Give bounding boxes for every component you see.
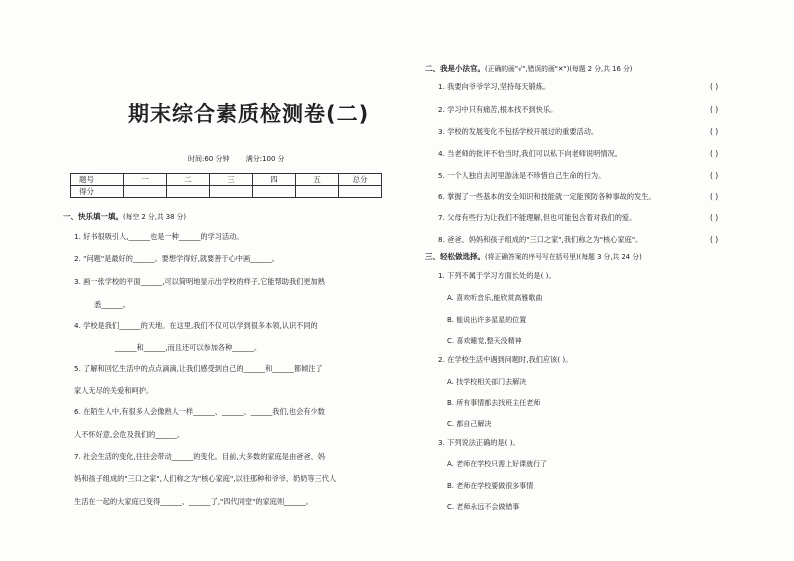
- score-cell: 四: [253, 174, 296, 186]
- fill-line: 妈和孩子组成的"三口之家",人们称之为"核心家庭",以往那种和爷爷、奶奶等三代人: [74, 474, 337, 483]
- score-cell: 三: [210, 174, 253, 186]
- score-cell: 二: [167, 174, 210, 186]
- score-cell: 五: [296, 174, 339, 186]
- judge-item: 7. 父母有些行为让我们不能理解,但也可能包含着对我们的爱。: [438, 213, 637, 222]
- choice-option[interactable]: A. 喜欢听音乐,能欣赏高雅歌曲: [447, 294, 543, 302]
- section-1-heading: [63, 211, 186, 222]
- answer-paren[interactable]: ( ): [710, 171, 719, 180]
- judge-item: 1. 我要向爷爷学习,坚持每天锻炼。: [438, 82, 551, 91]
- section-title: 二、我是小法官。: [425, 64, 485, 73]
- fill-line: 3. 画一张学校的平面______,可以简明地显示出学校的样子,它能帮助我们更加熟: [74, 277, 325, 286]
- answer-paren[interactable]: ( ): [710, 127, 719, 136]
- section-title: 一、快乐填一填。: [63, 212, 123, 221]
- exam-time: 时间:60 分钟: [188, 155, 230, 163]
- exam-title: 期末综合素质检测卷(二): [128, 102, 370, 126]
- choice-option[interactable]: A. 找学校相关部门去解决: [447, 378, 527, 386]
- judge-item: 2. 学习中只有痛苦,根本找不到快乐。: [438, 105, 558, 114]
- choice-question: 3. 下列说法正确的是( )。: [438, 438, 520, 447]
- fill-line: 人不怀好意,会危及我们的______。: [74, 430, 185, 439]
- answer-paren[interactable]: ( ): [710, 235, 719, 244]
- judge-item: 4. 当老师的批评不恰当时,我们可以私下向老师说明情况。: [438, 149, 622, 158]
- score-cell-empty[interactable]: [296, 186, 339, 198]
- section-title: 三、轻松做选择。: [425, 252, 485, 261]
- judge-item: 8. 爸爸、妈妈和孩子组成的"三口之家",我们称之为"核心家庭"。: [438, 235, 643, 244]
- choice-option[interactable]: B. 所有事情都去找班主任老师: [447, 399, 541, 407]
- answer-paren[interactable]: ( ): [710, 149, 719, 158]
- section-note: (每空 2 分,共 38 分): [123, 213, 187, 221]
- judge-item: 6. 掌握了一些基本的安全知识和技能就一定能预防各种事故的发生。: [438, 192, 656, 201]
- judge-item: 3. 学校的发展变化不包括学校开展过的重要活动。: [438, 127, 599, 136]
- section-note: (正确的画"√",错误的画"✕")(每题 2 分,共 16 分): [485, 65, 633, 73]
- answer-paren[interactable]: ( ): [710, 192, 719, 201]
- answer-paren[interactable]: ( ): [710, 105, 719, 114]
- fill-line: 生活在一起的大家庭已变得______、______了,"四代同堂"的家庭则______。: [74, 497, 313, 506]
- score-cell-empty[interactable]: [339, 186, 382, 198]
- fill-line: 4. 学校是我们______的天地。在这里,我们不仅可以学到很多本领,认识不同的: [74, 321, 318, 330]
- fill-line: 7. 社会生活的变化,往往会带动______的变化。目前,大多数的家庭是由爸爸、妈: [74, 452, 325, 461]
- score-cell: 一: [124, 174, 167, 186]
- score-table-score-row: [71, 186, 382, 198]
- judge-item: 5. 一个人独自去河里游泳是不珍惜自己生命的行为。: [438, 171, 606, 180]
- score-cell: 得分: [71, 186, 124, 198]
- choice-question: 2. 在学校生活中遇到问题时,我们应该( )。: [438, 355, 573, 364]
- fill-line: 6. 在陌生人中,有很多人会像熟人一样______、______、______我们,也会有少数: [74, 407, 325, 416]
- score-cell-empty[interactable]: [124, 186, 167, 198]
- fill-line: 悉______。: [94, 300, 130, 309]
- choice-option[interactable]: B. 能说出许多星星的位置: [447, 316, 527, 324]
- section-2-heading: [425, 63, 632, 74]
- exam-meta: [188, 154, 299, 164]
- section-3-heading: [425, 251, 642, 262]
- score-cell: 总分: [339, 174, 382, 186]
- answer-paren[interactable]: ( ): [710, 82, 719, 91]
- answer-paren[interactable]: ( ): [710, 213, 719, 222]
- choice-option[interactable]: B. 老师在学校要做很多事情: [447, 482, 534, 490]
- fill-line: 5. 了解和回忆生活中的点点滴滴,让我们感受到自己的______和______都倾注了: [74, 364, 323, 373]
- exam-full-score: 满分:100 分: [245, 155, 285, 163]
- choice-option[interactable]: C. 老师永远不会做错事: [447, 503, 520, 511]
- choice-option[interactable]: C. 都自己解决: [447, 420, 492, 428]
- choice-question: 1. 下列不属于学习方面长处的是( )。: [438, 271, 556, 280]
- score-cell-empty[interactable]: [253, 186, 296, 198]
- score-cell-empty[interactable]: [167, 186, 210, 198]
- score-table-header-row: [71, 174, 382, 186]
- choice-option[interactable]: A. 老师在学校只需上好课就行了: [447, 460, 548, 468]
- choice-option[interactable]: C. 喜欢睡觉,整天没精神: [447, 337, 522, 345]
- section-note: (将正确答案的序号写在括号里)(每题 3 分,共 24 分): [485, 253, 642, 261]
- score-cell-empty[interactable]: [210, 186, 253, 198]
- fill-line: 2. "问题"是最好的______。要想学得好,就要善于心中画______。: [74, 254, 279, 263]
- fill-line: 家人无尽的关爱和呵护。: [74, 386, 154, 395]
- score-cell: 题号: [71, 174, 124, 186]
- fill-line: 1. 好书很吸引人,______也是一种______的学习活动。: [74, 232, 244, 241]
- fill-line: ______和______,而且还可以参加各种______。: [115, 343, 262, 352]
- score-table: [70, 173, 382, 198]
